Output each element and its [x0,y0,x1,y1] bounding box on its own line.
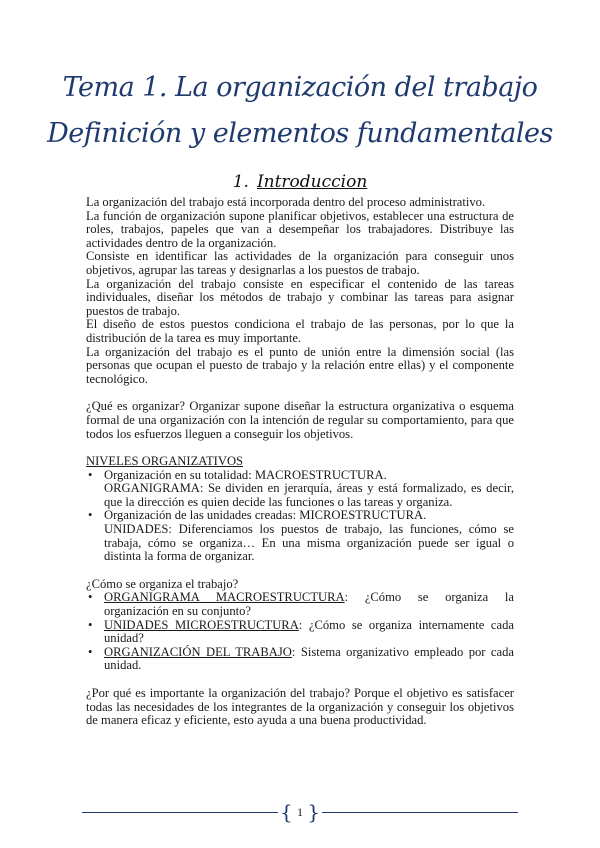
spacer [86,673,514,687]
niveles-item-1-line1: Organización en su totalidad: MACROESTRUCTURA. [104,467,387,482]
brace-right-icon: } [307,800,320,824]
intro-paragraph-5: El diseño de estos puestos condiciona el trabajo de las personas, por lo que la distribución de la tarea es muy importante. [86,317,514,345]
intro-paragraph-3: Consiste en identificar las actividades de la organización para conseguir unos objetivos, agrupar las tareas y designarlas a los puestos de trabajo. [86,249,514,277]
brace-left-icon: { [280,800,293,824]
list-item [86,509,514,563]
niveles-list [86,469,514,564]
list-item [86,591,514,618]
section-label: Introduccion [256,172,368,192]
list-item [86,646,514,673]
intro-paragraph-2: La función de organización supone planificar objetivos, establecer una estructura de roles, trabajos, papeles que van a desempeñar los trabajadores. Distribuye las actividades dentro de la organización. [86,208,514,250]
niveles-item-2-line1: Organización de las unidades creadas: MICROESTRUCTURA. [104,508,427,523]
como-list [86,591,514,673]
footer-rule-left [82,812,278,813]
spacer [86,386,514,400]
intro-paragraph-6: La organización del trabajo es el punto de unión entre la dimensión social (las personas que ocupan el puesto de trabajo y la relación entre ellas) y el componente tecnológico. [86,344,514,386]
footer-rule-right [322,812,518,813]
importancia-paragraph: ¿Por qué es importante la organización del trabajo? Porque el objetivo es satisfacer todas las necesidades de los integrantes de la organización y conseguir los objetivos de manera eficaz y eficiente, esto ayuda a una buena productividad. [86,686,514,728]
como-item-3-rest: : Sistema organizativo empleado por cada unidad. [104,644,514,673]
intro-paragraph-1: La organización del trabajo está incorporada dentro del proceso administrativo. [86,195,486,209]
niveles-heading: NIVELES ORGANIZATIVOS [86,454,244,469]
organizar-paragraph: ¿Qué es organizar? Organizar supone diseñar la estructura organizativa o esquema formal de una organización con la intención de regular su comportamiento, para que todos los esfuerzos lleguen a conseguir los objetivos. [86,399,514,441]
como-question: ¿Cómo se organiza el trabajo? [86,576,239,591]
intro-paragraph-4: La organización del trabajo consiste en especificar el contenido de las tareas individuales, diseñar los métodos de trabajo y combinar las tareas para asignar puestos de trabajo. [86,276,514,318]
title-line-1: Tema 1. La organización del trabajo [62,72,538,103]
title-line-2: Definición y elementos fundamentales [47,118,553,149]
como-item-1-term: ORGANIGRAMA MACROESTRUCTURA [104,590,345,605]
section-number: 1. [232,172,249,192]
como-item-2-term: UNIDADES MICROESTRUCTURA [104,617,299,632]
spacer [86,564,514,578]
como-item-1-rest: : ¿Cómo se organiza la organización en su conjunto? [104,590,515,619]
page-number-box [278,800,322,824]
section-heading [0,172,600,192]
niveles-item-2-line2: UNIDADES: Diferenciamos los puestos de trabajo, las funciones, cómo se trabaja, cómo se organiza… En una misma organización puede ser igual o distinta la forma de organizar. [104,522,514,564]
niveles-item-1-line2: ORGANIGRAMA: Se dividen en jerarquía, áreas y está formalizado, es decir, que la dirección es quien decide las funciones o las tareas y organiza. [104,481,514,509]
como-item-3-term: ORGANIZACIÓN DEL TRABAJO [104,644,292,659]
spacer [86,441,514,455]
list-item [86,469,514,510]
page-number: 1 [297,805,303,819]
como-item-2-rest: : ¿Cómo se organiza internamente cada unidad? [104,617,514,646]
list-item [86,619,514,646]
document-body [86,196,514,728]
